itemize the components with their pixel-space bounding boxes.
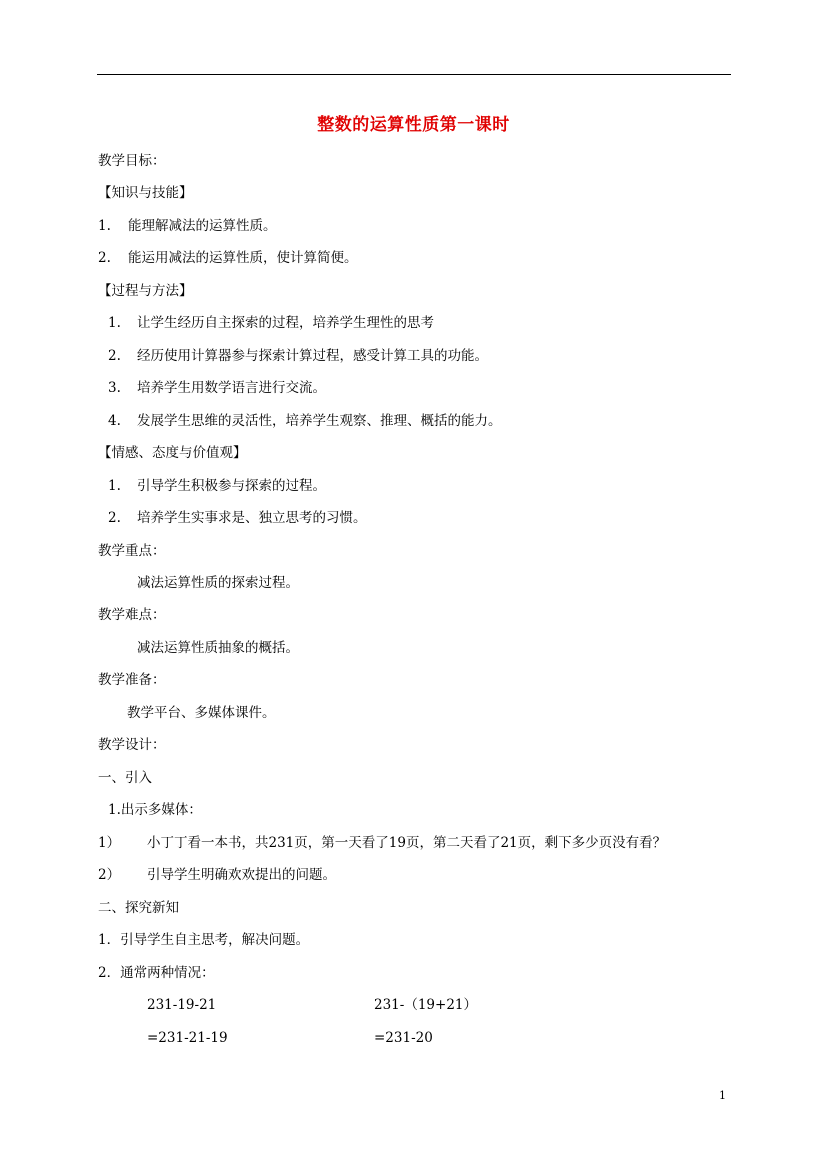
calc-left-line-2: =231-21-19: [147, 1030, 228, 1046]
header-rule: [97, 74, 731, 75]
key-point-body: 减法运算性质的探索过程。: [137, 575, 299, 591]
q1-number: 1）: [98, 835, 121, 851]
knowledge-heading: 【知识与技能】: [98, 185, 193, 201]
p4-text: 发展学生思维的灵活性，培养学生观察、推理、概括的能力。: [137, 413, 502, 429]
calc-right-line-1: 231-（19+21）: [374, 997, 477, 1013]
goals-heading: 教学目标：: [98, 153, 166, 169]
k1-text: 能理解减法的运算性质。: [128, 218, 277, 234]
q2-text: 引导学生明确欢欢提出的问题。: [147, 867, 336, 883]
design-heading: 教学设计：: [98, 737, 166, 753]
calc-left-line-1: 231-19-21: [147, 997, 217, 1013]
difficulty-body: 减法运算性质抽象的概括。: [137, 640, 299, 656]
e1-number: 1.: [108, 478, 121, 494]
explore-item-2: 2．通常两种情况：: [98, 965, 215, 981]
k2-text: 能运用减法的运算性质，使计算简便。: [128, 250, 358, 266]
p2-number: 2.: [108, 348, 121, 364]
p2-text: 经历使用计算器参与探索计算过程，感受计算工具的功能。: [137, 348, 488, 364]
process-heading: 【过程与方法】: [98, 283, 193, 299]
explore-item-1: 1．引导学生自主思考，解决问题。: [98, 932, 310, 948]
q1-text: 小丁丁看一本书，共231页，第一天看了19页，第二天看了21页，剩下多少页没有看？: [147, 835, 667, 851]
e1-text: 引导学生积极参与探索的过程。: [137, 478, 326, 494]
p3-text: 培养学生用数学语言进行交流。: [137, 380, 326, 396]
section-explore-heading: 二、探究新知: [98, 900, 179, 916]
section-intro-heading: 一、引入: [98, 770, 152, 786]
q2-number: 2）: [98, 867, 121, 883]
p1-text: 让学生经历自主探索的过程，培养学生理性的思考: [137, 315, 434, 331]
p1-number: 1.: [108, 315, 121, 331]
emotion-heading: 【情感、态度与价值观】: [98, 445, 247, 461]
p4-number: 4.: [108, 413, 121, 429]
k2-number: 2.: [98, 250, 111, 266]
intro-item-1: 1.出示多媒体：: [108, 802, 202, 818]
preparation-body: 教学平台、多媒体课件。: [127, 705, 276, 721]
p3-number: 3.: [108, 380, 121, 396]
k1-number: 1.: [98, 218, 111, 234]
e2-number: 2.: [108, 510, 121, 526]
key-point-heading: 教学重点：: [98, 543, 166, 559]
calc-right-line-2: =231-20: [374, 1030, 433, 1046]
preparation-heading: 教学准备：: [98, 672, 166, 688]
e2-text: 培养学生实事求是、独立思考的习惯。: [137, 510, 367, 526]
document-title: 整数的运算性质第一课时: [317, 115, 510, 135]
difficulty-heading: 教学难点：: [98, 607, 166, 623]
page-number: 1: [719, 1089, 726, 1102]
